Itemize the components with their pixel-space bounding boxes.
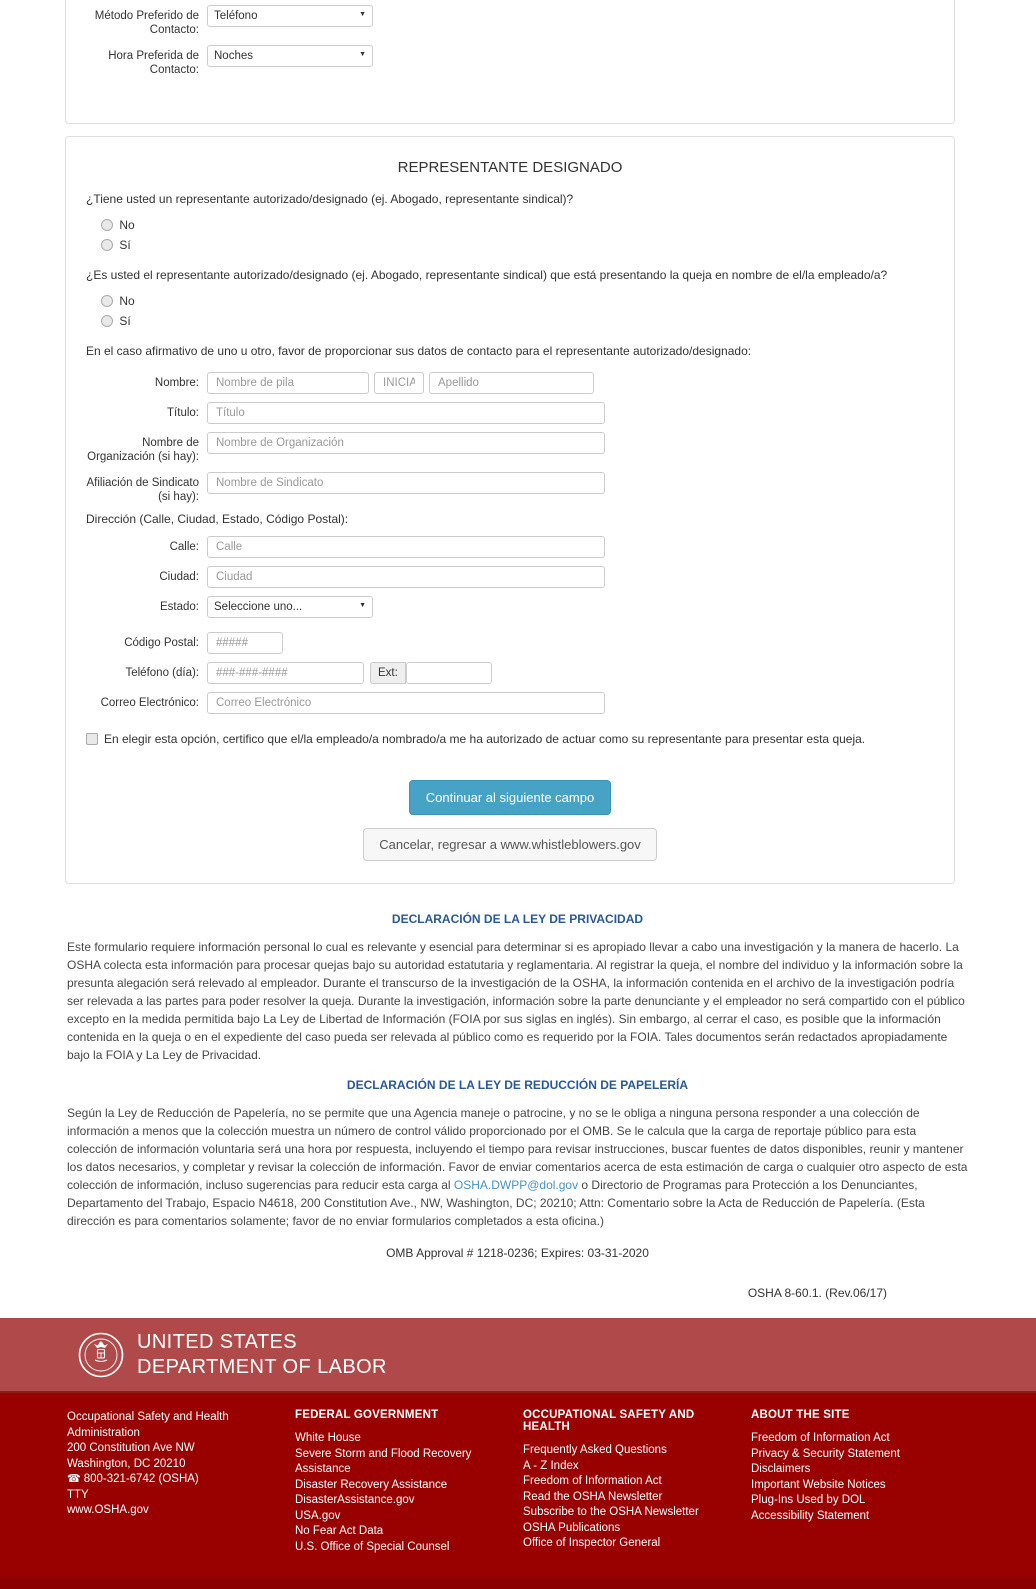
footer-bottom-strip [0, 1577, 1036, 1589]
zip-label: Código Postal: [124, 637, 199, 649]
footer-column-address [67, 1409, 279, 1555]
preferred-method-label: Método Preferido de Contacto: [94, 10, 199, 36]
footer-link[interactable]: Frequently Asked Questions [523, 1444, 667, 1456]
state-select[interactable] [207, 596, 373, 618]
caret-down-icon: ▼ [359, 51, 366, 58]
footer-link[interactable]: OSHA Publications [523, 1521, 621, 1534]
footer-osha-website-link[interactable]: www.OSHA.gov [67, 1504, 149, 1516]
name-row [86, 372, 934, 394]
representative-instructions: En el caso afirmativo de uno u otro, favor de proporcionar sus datos de contacto para el representante autorizado/designado: [86, 344, 752, 358]
zip-input[interactable] [207, 632, 283, 654]
footer-link[interactable]: Important Website Notices [751, 1478, 886, 1491]
footer-phone-line[interactable] [67, 1472, 279, 1488]
name-label: Nombre: [154, 377, 199, 389]
footer-phone-number: 800-321-6742 (OSHA) [83, 1473, 199, 1485]
radio-row [101, 238, 934, 252]
footer-link[interactable]: Severe Storm and Flood Recovery Assistance [295, 1447, 472, 1475]
question-is-representative: ¿Es usted el representante autorizado/designado (ej. Abogado, representante sindical) que está presentando la queja en nombre de el/la empleado/a? [86, 268, 888, 282]
footer-column-federal-government [295, 1409, 507, 1555]
footer-link[interactable]: Freedom of Information Act [523, 1475, 662, 1487]
radio-label-no: No [119, 294, 135, 308]
phone-row [86, 662, 934, 684]
footer-column-heading: FEDERAL GOVERNMENT [295, 1409, 439, 1421]
footer-link[interactable]: Read the OSHA Newsletter [523, 1490, 663, 1503]
state-select-wrap [207, 596, 373, 618]
paperwork-text-before: Según la Ley de Reducción de Papelería, no se permite que una Agencia maneje o patrocine, y no se le obliga a ninguna persona responder a una colección de información a menos que la colección muestra un número de control válido proporcionado por el OMB. Se le calcula que la carga de reportaje público para esta colección de información voluntaria será una hora por respuesta, incluyendo el tiempo para revisar instrucciones, buscar fuentes de datos disponibles, reunir y mantener los datos necesarios, y completar y revisar la colección de información. Favor de enviar comentarios acerca de esta estimación de carga o cualquier otro aspecto de esta colección de información, incluso sugerencias para reducir esta carga al [67, 1106, 968, 1192]
footer-city: Washington, DC 20210 [67, 1457, 186, 1470]
certify-row [86, 732, 934, 746]
radio-label-yes: Sí [119, 314, 131, 328]
certify-checkbox[interactable] [86, 733, 98, 745]
footer-link[interactable]: DisasterAssistance.gov [295, 1494, 415, 1506]
radio-row [101, 218, 934, 232]
address-heading: Dirección (Calle, Ciudad, Estado, Código Postal): [86, 512, 349, 526]
radio-row [101, 314, 934, 328]
footer-link[interactable]: Disaster Recovery Assistance [295, 1478, 448, 1491]
radio-label-no: No [119, 218, 135, 232]
is-representative-radio-group [101, 294, 934, 328]
footer-column-heading: ABOUT THE SITE [751, 1409, 850, 1421]
osha-dwpp-email-link[interactable]: OSHA.DWPP@dol.gov [453, 1178, 579, 1192]
city-input[interactable] [207, 566, 605, 588]
privacy-act-paragraph: Este formulario requiere información personal lo cual es relevante y esencial para determinar si es apropiado llevar a cabo una investigación y la manera de hacerlo. La OSHA colecta esta información para procesar quejas bajo su autoridad estatutaria y reglamentaria. Al registrar la queja, el nombre del individuo y la información sobre la presunta alegación será relevado al empleador. Durante el transcurso de la investigación de la OSHA, la información contenida en el archivo de la investigación podría ser relevada a las partes para poder resolver la queja. Durante la investigación, información sobre la parte denunciante y el empleador no será compartido con el público excepto en la medida permitida bajo La Ley de Libertad de Información (FOIA por sus siglas en inglés). Sin embargo, al cerrar el caso, es posible que la información contenida en la queja o en el expediente del caso pueda ser relevada al público como es requerido por la FOIA. Tales documentos serán redactados apropiadamente bajo la FOIA y La Ley de Privacidad. [67, 940, 965, 1062]
has-representative-radio-group [101, 218, 934, 252]
footer-link[interactable]: Disclaimers [751, 1463, 811, 1475]
phone-ext-input[interactable] [406, 662, 492, 684]
paperwork-text-after: o Directorio de Programas para Protección a los Denunciantes, Departamento del Trabajo, Espacio N4618, 200 Constitution Ave., NW, Washington, DC; 20210; Attn: Comentario sobre la Acta de Reducción de Papelería. (Esta dirección es para comentarios solamente; favor de no enviar formularios completados a esta oficina.) [67, 1178, 925, 1228]
phone-input[interactable] [207, 662, 364, 684]
footer-column-about [751, 1409, 963, 1555]
footer-link[interactable]: White House [295, 1432, 361, 1444]
preferred-time-select-wrap [207, 45, 373, 67]
footer-agency-band [0, 1318, 1036, 1393]
question-has-representative: ¿Tiene usted un representante autorizado/designado (ej. Abogado, representante sindical)? [86, 192, 574, 206]
organization-input[interactable] [207, 432, 605, 454]
footer-org-name: Occupational Safety and Health Administration [67, 1411, 229, 1439]
footer-link[interactable]: Subscribe to the OSHA Newsletter [523, 1506, 699, 1518]
preferred-time-row [86, 45, 934, 77]
union-affiliation-label: Afiliación de Sindicato (si hay): [86, 477, 199, 503]
title-input[interactable] [207, 402, 605, 424]
city-row [86, 566, 934, 588]
footer-link[interactable]: Office of Inspector General [523, 1537, 661, 1549]
footer-link[interactable]: USA.gov [295, 1509, 341, 1522]
phone-label: Teléfono (día): [125, 667, 199, 679]
paperwork-act-paragraph [67, 1104, 968, 1230]
phone-icon: ☎ [67, 1473, 81, 1485]
street-row [86, 536, 934, 558]
caret-down-icon: ▼ [359, 11, 366, 18]
street-label: Calle: [169, 541, 199, 553]
preferred-time-select[interactable] [207, 45, 373, 67]
title-row [86, 402, 934, 424]
footer-column-osh [523, 1409, 735, 1555]
radio-label-yes: Sí [119, 238, 131, 252]
title-label: Título: [167, 407, 199, 419]
preferred-method-row [86, 5, 934, 37]
privacy-act-heading: DECLARACIÓN DE LA LEY DE PRIVACIDAD [391, 912, 644, 926]
zip-row [86, 632, 934, 654]
email-row [86, 692, 934, 714]
section-title: REPRESENTANTE DESIGNADO [397, 159, 623, 176]
middle-initial-input[interactable] [374, 372, 424, 394]
city-label: Ciudad: [159, 571, 199, 583]
continue-button[interactable]: Continuar al siguiente campo [409, 780, 611, 815]
preferred-method-select-wrap [207, 5, 373, 27]
footer-link[interactable]: U.S. Office of Special Counsel [295, 1540, 450, 1553]
email-input[interactable] [207, 692, 605, 714]
footer-link[interactable]: Privacy & Security Statement [751, 1447, 900, 1460]
is-representative-no-radio[interactable] [101, 295, 113, 307]
paperwork-act-heading: DECLARACIÓN DE LA LEY DE REDUCCIÓN DE PAPELERÍA [346, 1078, 689, 1092]
radio-row [101, 294, 934, 308]
declarations-section [67, 912, 968, 1300]
osha-form-number: OSHA 8-60.1. (Rev.06/17) [747, 1286, 887, 1300]
union-affiliation-input[interactable] [207, 472, 605, 494]
preferred-method-select[interactable] [207, 5, 373, 27]
certify-label: En elegir esta opción, certifico que el/la empleado/a nombrado/a me ha autorizado de actuar como su representante para presentar esta queja. [104, 732, 866, 746]
footer-link[interactable]: No Fear Act Data [295, 1525, 384, 1537]
footer-link[interactable]: A - Z Index [523, 1459, 579, 1472]
has-representative-yes-radio[interactable] [101, 239, 113, 251]
phone-ext-addon-label: Ext: [370, 662, 406, 684]
footer-link[interactable]: Freedom of Information Act [751, 1432, 890, 1444]
organization-label: Nombre de Organización (si hay): [87, 437, 199, 463]
cancel-button[interactable]: Cancelar, regresar a www.whistleblowers.gov [363, 828, 657, 861]
footer-link-columns [0, 1393, 1036, 1577]
is-representative-yes-radio[interactable] [101, 315, 113, 327]
footer-street: 200 Constitution Ave NW [67, 1442, 195, 1454]
last-name-input[interactable] [429, 372, 594, 394]
footer-tty-link[interactable]: TTY [67, 1488, 89, 1501]
footer [0, 1318, 1036, 1589]
state-row [86, 596, 934, 618]
footer-column-heading: OCCUPATIONAL SAFETY AND HEALTH [523, 1409, 695, 1433]
footer-link[interactable]: Accessibility Statement [751, 1509, 870, 1522]
organization-row [86, 432, 934, 464]
agency-title-line2: DEPARTMENT OF LABOR [137, 1355, 387, 1378]
caret-down-icon: ▼ [359, 602, 366, 609]
footer-link[interactable]: Plug-Ins Used by DOL [751, 1494, 866, 1506]
designated-representative-panel [65, 136, 955, 884]
agency-title-line1: UNITED STATES [137, 1330, 298, 1353]
contact-preferences-panel [65, 0, 955, 124]
union-affiliation-row [86, 472, 934, 504]
street-input[interactable] [207, 536, 605, 558]
omb-approval-line: OMB Approval # 1218-0236; Expires: 03-31-2020 [386, 1246, 649, 1260]
dol-seal-logo [78, 1332, 124, 1378]
first-name-input[interactable] [207, 372, 369, 394]
form-buttons [86, 780, 934, 861]
has-representative-no-radio[interactable] [101, 219, 113, 231]
preferred-time-label: Hora Preferida de Contacto: [108, 50, 199, 76]
email-label: Correo Electrónico: [100, 697, 199, 709]
state-label: Estado: [160, 601, 199, 613]
agency-title [137, 1330, 387, 1380]
